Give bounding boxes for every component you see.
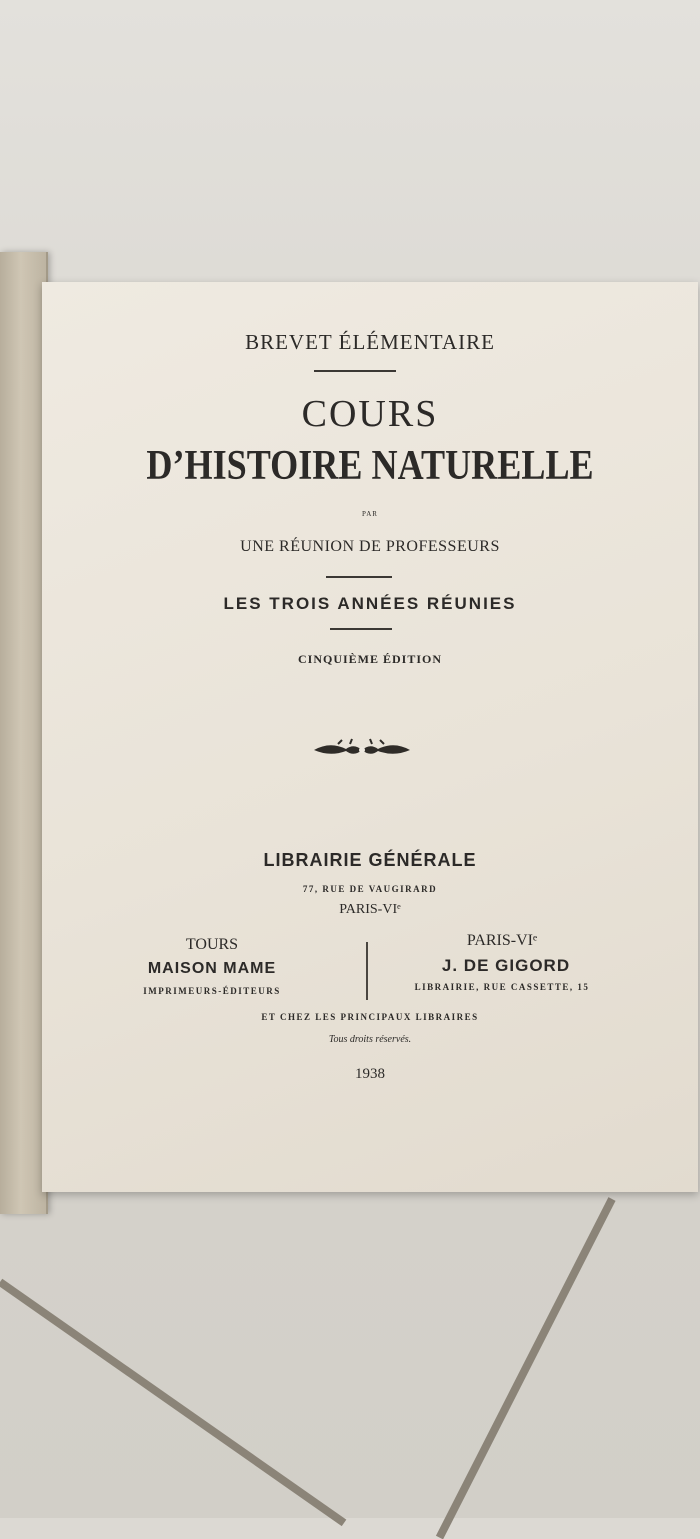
book-title-line1: COURS — [301, 393, 439, 435]
series-label: BREVET ÉLÉMENTAIRE — [245, 330, 495, 354]
subtitle-label: LES TROIS ANNÉES RÉUNIES — [223, 594, 517, 613]
left-role: IMPRIMEURS-ÉDITEURS — [143, 986, 281, 996]
right-house: J. DE GIGORD — [441, 956, 571, 975]
book-title-line2: D’HISTOIRE NATURELLE — [146, 443, 594, 489]
divider-rule — [330, 628, 392, 630]
column-divider — [366, 942, 368, 1000]
par-label: PAR — [362, 510, 378, 518]
edition-label: CINQUIÈME ÉDITION — [297, 652, 443, 666]
distribution-label: ET CHEZ LES PRINCIPAUX LIBRAIRES — [261, 1012, 479, 1022]
divider-rule — [314, 370, 396, 372]
right-city: PARIS-VIᵉ — [466, 932, 538, 949]
book-spine — [0, 252, 48, 1214]
left-house: MAISON MAME — [147, 960, 277, 977]
right-role: LIBRAIRIE, RUE CASSETTE, 15 — [414, 982, 590, 992]
rights-label: Tous droits réservés. — [328, 1034, 412, 1045]
authors-label: UNE RÉUNION DE PROFESSEURS — [240, 538, 500, 555]
left-city: TOURS — [185, 936, 239, 953]
divider-rule — [326, 576, 392, 578]
fleuron-ornament-icon — [310, 737, 414, 763]
publisher-name: LIBRAIRIE GÉNÉRALE — [263, 850, 477, 870]
publication-year: 1938 — [355, 1066, 385, 1082]
publisher-city: PARIS-VIᵉ — [339, 902, 401, 917]
title-page — [42, 282, 698, 1192]
publisher-address: 77, RUE DE VAUGIRARD — [302, 884, 438, 894]
